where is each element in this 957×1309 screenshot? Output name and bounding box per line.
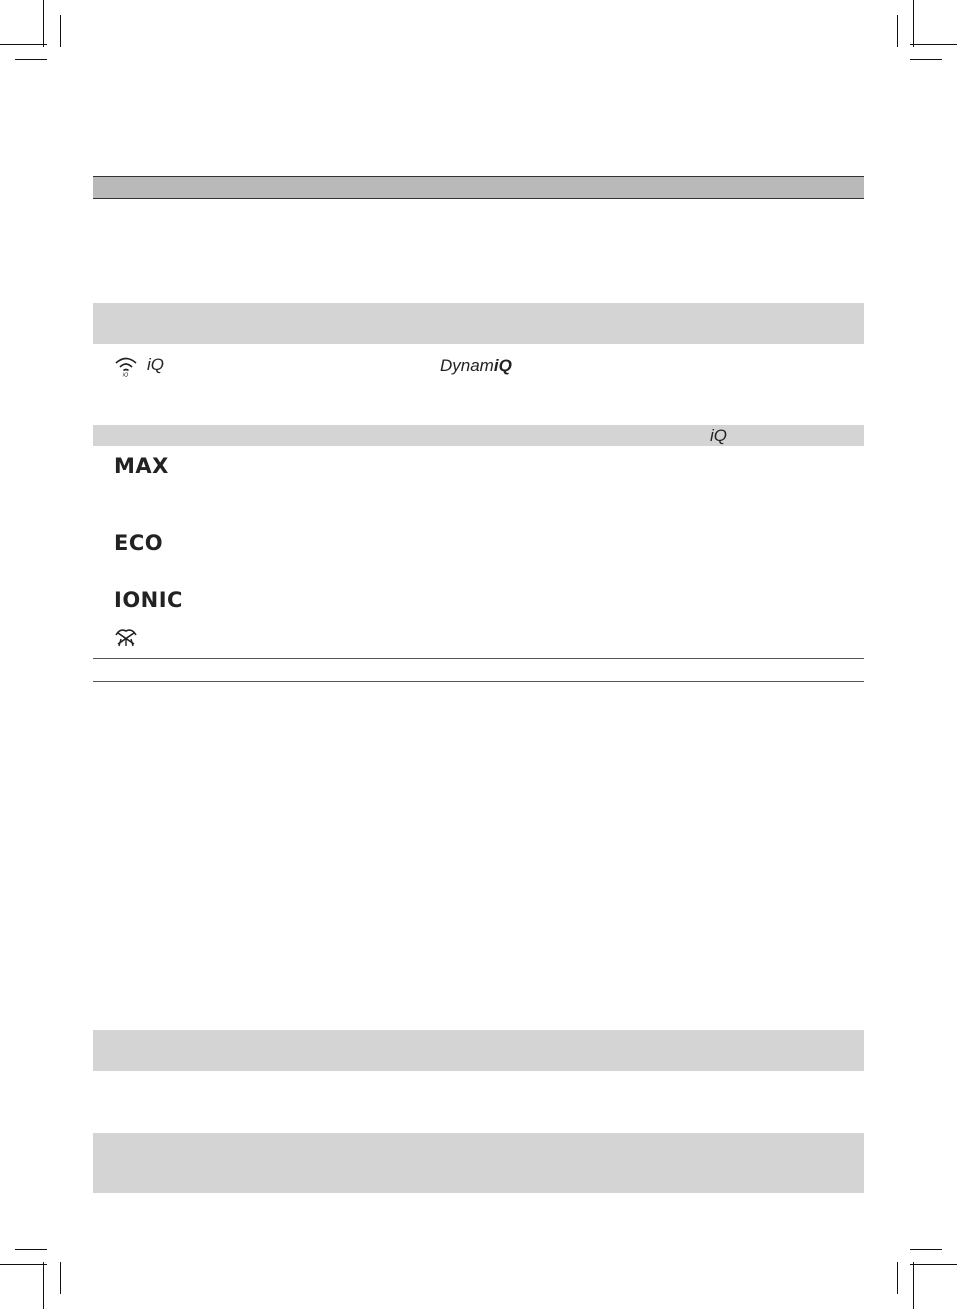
section-strip: [93, 425, 864, 446]
divider-rule-1: [93, 658, 864, 659]
strip-iq-label: iQ: [710, 426, 727, 445]
dynamiq-prefix: Dynam: [440, 356, 494, 375]
dynamiq-suffix: iQ: [493, 356, 512, 375]
wifi-row: [114, 355, 574, 377]
section-bar-2: [93, 1030, 864, 1071]
mode-max-label: MAX: [114, 454, 169, 478]
wifi-iq-label: iQ: [147, 355, 164, 374]
svg-text:iQ: iQ: [122, 372, 129, 377]
ionic-hair-icon: [114, 627, 138, 647]
mode-ionic-label: IONIC: [114, 588, 183, 612]
mode-eco-label: ECO: [114, 531, 164, 555]
section-bar-3: [93, 1133, 864, 1193]
dynamiq-label: [440, 356, 512, 376]
section-bar-1: [93, 303, 864, 344]
wifi-iq-icon: [114, 355, 138, 377]
header-bar: [93, 176, 864, 199]
divider-rule-2: [93, 681, 864, 682]
